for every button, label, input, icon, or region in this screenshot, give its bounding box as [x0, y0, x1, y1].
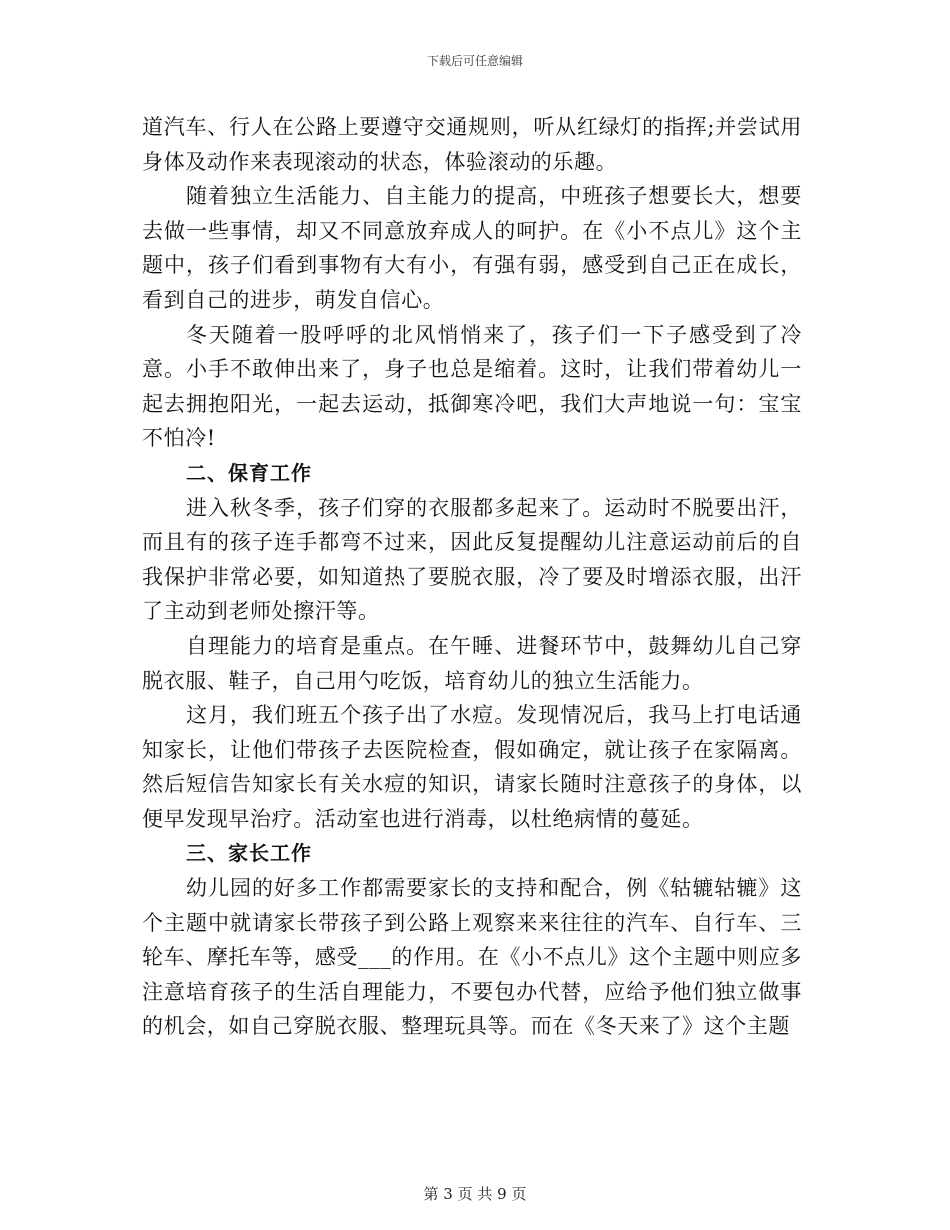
- paragraph-winter: 冬天随着一股呼呼的北风悄悄来了，孩子们一下子感受到了冷意。小手不敢伸出来了，身子也总是缩着。这时，让我们带着幼儿一起去拥抱阳光，一起去运动，抵御寒冷吧，我们大声地说一句：宝宝不怕冷!: [142, 322, 802, 451]
- paragraph-chickenpox: 这月，我们班五个孩子出了水痘。发现情况后，我马上打电话通知家长，让他们带孩子去医院检查，假如确定，就让孩子在家隔离。然后短信告知家长有关水痘的知识，请家长随时注意孩子的身体，以便早发现早治疗。活动室也进行消毒，以杜绝病情的蔓延。: [142, 703, 802, 831]
- page-header: 下载后可任意编辑: [426, 54, 523, 68]
- section-heading-care: 二、保育工作: [186, 460, 312, 485]
- document-body: [142, 110, 802, 1044]
- paragraph-self-care: 自理能力的培育是重点。在午睡、进餐环节中，鼓舞幼儿自己穿脱衣服、鞋子，自己用勺吃饭，培育幼儿的独立生活能力。: [142, 633, 802, 693]
- paragraph-growth: 随着独立生活能力、自主能力的提高，中班孩子想要长大，想要去做一些事情，却又不同意放弃成人的呵护。在《小不点儿》这个主题中，孩子们看到事物有大有小，有强有弱，感受到自己正在成长，看到自己的进步，萌发自信心。: [142, 184, 802, 312]
- paragraph-parents: 幼儿园的好多工作都需要家长的支持和配合，例《轱辘轱辘》这个主题中就请家长带孩子到公路上观察来来往往的汽车、自行车、三轮车、摩托车等，感受___的作用。在《小不点儿》这个主题中则应多注意培育孩子的生活自理能力，不要包办代替，应给予他们独立做事的机会，如自己穿脱衣服、整理玩具等。而在《冬天来了》这个主题: [142, 876, 802, 1039]
- paragraph-clothing: 进入秋冬季，孩子们穿的衣服都多起来了。运动时不脱要出汗，而且有的孩子连手都弯不过来，因此反复提醒幼儿注意运动前后的自我保护非常必要，如知道热了要脱衣服，冷了要及时增添衣服，出汗了主动到老师处擦汗等。: [142, 495, 802, 624]
- page-footer: 第 3 页 共 9 页: [423, 1185, 527, 1203]
- paragraph-continuation: 道汽车、行人在公路上要遵守交通规则，听从红绿灯的指挥;并尝试用身体及动作来表现滚动的状态，体验滚动的乐趣。: [142, 115, 802, 174]
- section-heading-parents: 三、家长工作: [186, 841, 312, 866]
